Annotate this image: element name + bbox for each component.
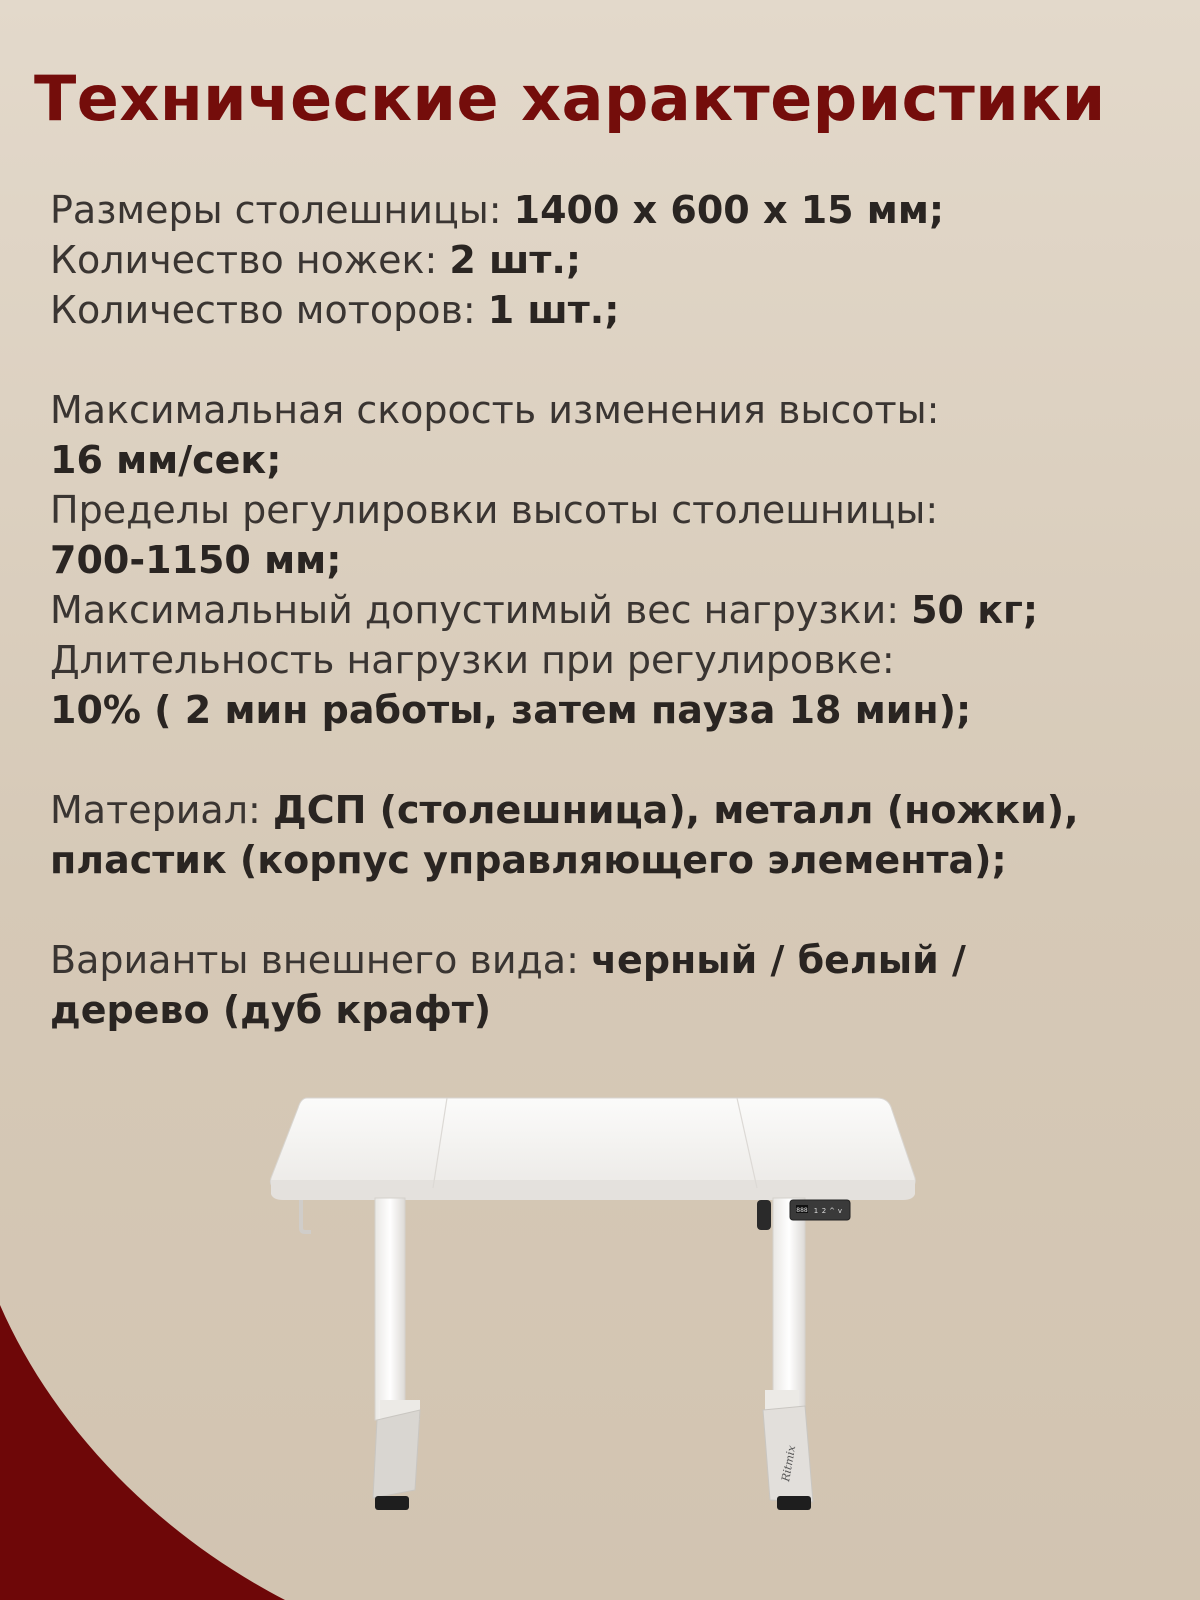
spec-label: Пределы регулировки высоты столешницы: [50,488,939,532]
spec-label: Максимальный допустимый вес нагрузки: [50,588,912,632]
spec-appearance-line2 [50,985,1170,1035]
spec-max-speed-label [50,385,1170,435]
headphone-hook [301,1200,311,1232]
spec-value: ДСП (столешница), металл (ножки), [272,788,1079,832]
spec-label: Количество моторов: [50,288,488,332]
spec-value: 50 кг; [911,588,1039,632]
spec-value: 1400 х 600 х 15 мм; [513,188,945,232]
control-button-down: v [837,1207,843,1215]
spec-value: пластик (корпус управляющего элемента); [50,838,1007,882]
brand-logo-text: Ritmix [779,1444,799,1483]
spec-material-line1 [50,785,1170,835]
spec-value: 10% ( 2 мин работы, затем пауза 18 мин); [50,688,972,732]
spec-height-range-label [50,485,1170,535]
spec-value: дерево (дуб крафт) [50,988,492,1032]
spec-group-performance [50,385,1170,735]
spec-height-range-value [50,535,1170,585]
desk-control-panel [790,1200,850,1220]
spec-label: Варианты внешнего вида: [50,938,591,982]
control-display: 888 [796,1207,808,1214]
spec-value: 1 шт.; [487,288,620,332]
spec-group-material [50,785,1170,885]
spec-appearance-line1 [50,935,1170,985]
spec-label: Максимальная скорость изменения высоты: [50,388,940,432]
spec-group-basic [50,185,1170,335]
spec-duty-cycle-value [50,685,1170,735]
spec-label: Количество ножек: [50,238,450,282]
control-button-up: ^ [829,1207,835,1215]
spec-duty-cycle-label [50,635,1170,685]
spec-label: Размеры столешницы: [50,188,514,232]
desk-tabletop [270,1098,915,1200]
spec-tabletop-size [50,185,1170,235]
spec-max-speed-value [50,435,1170,485]
spec-legs-count [50,235,1170,285]
spec-motors-count [50,285,1170,335]
page-title: Технические характеристики [34,62,1106,135]
spec-label: Материал: [50,788,273,832]
desk-image [265,1090,935,1550]
spec-value: 700-1150 мм; [50,538,342,582]
desk-leg-left [373,1198,420,1510]
control-button-1: 1 [813,1207,819,1215]
spec-label: Длительность нагрузки при регулировке: [50,638,895,682]
spec-max-load [50,585,1170,635]
control-button-2: 2 [821,1207,827,1215]
spec-material-line2 [50,835,1170,885]
spec-value: 2 шт.; [449,238,582,282]
spec-value: 16 мм/сек; [50,438,282,482]
spec-value: черный / белый / [590,938,966,982]
spec-group-appearance [50,935,1170,1035]
desk-motor-box [757,1200,771,1230]
